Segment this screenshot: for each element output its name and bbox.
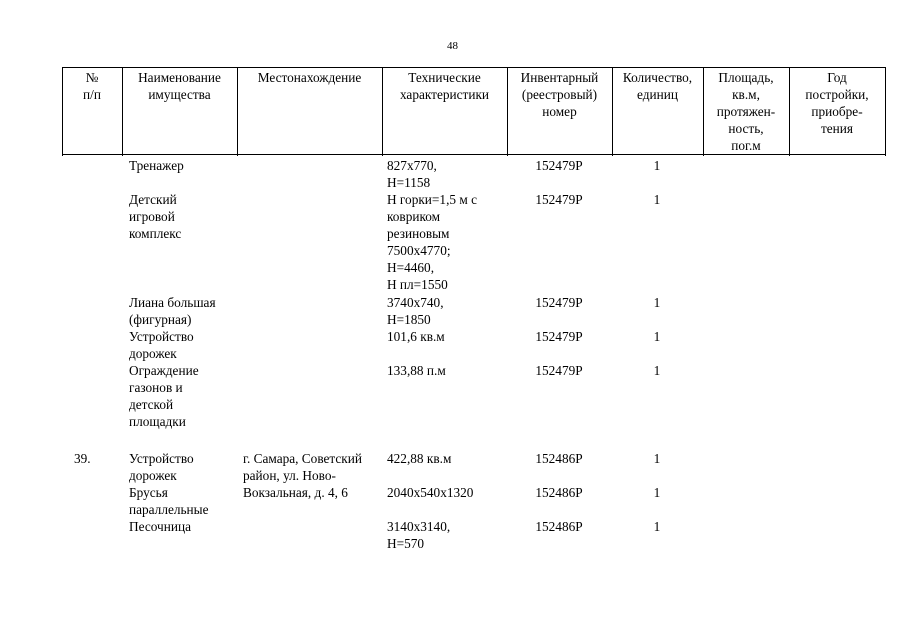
item-name: дорожек bbox=[129, 346, 177, 361]
header-num bbox=[62, 69, 122, 103]
item-tech-spec: Н=1850 bbox=[387, 312, 431, 327]
item-tech-spec: 133,88 п.м bbox=[387, 363, 446, 378]
item-name: Тренажер bbox=[129, 158, 184, 173]
header-line: постройки, bbox=[805, 87, 869, 102]
item-name: игровой bbox=[129, 209, 175, 224]
header-tech bbox=[382, 69, 507, 103]
item-name: дорожек bbox=[129, 468, 177, 483]
item-inventory-number: 152486Р bbox=[535, 485, 583, 500]
header-line: кв.м, bbox=[732, 87, 760, 102]
item-inventory-number: 152479Р bbox=[535, 329, 583, 344]
item-tech-spec: 2040x540x1320 bbox=[387, 485, 474, 500]
item-tech-spec: Н=4460, bbox=[387, 260, 435, 275]
header-name bbox=[122, 69, 237, 103]
item-inventory-number: 152479Р bbox=[535, 363, 583, 378]
item-tech-spec: резиновым bbox=[387, 226, 450, 241]
header-location bbox=[237, 69, 382, 86]
item-name: Песочница bbox=[129, 519, 191, 534]
header-line: характеристики bbox=[399, 87, 490, 102]
item-tech-spec: 422,88 кв.м bbox=[387, 451, 452, 466]
header-line: Наименование bbox=[138, 70, 221, 85]
header-line: единиц bbox=[637, 87, 678, 102]
item-name: Детский bbox=[129, 192, 177, 207]
item-inventory-number: 152479Р bbox=[535, 192, 583, 207]
item-name: Устройство bbox=[129, 451, 194, 466]
header-year bbox=[789, 69, 885, 137]
item-tech-spec: 101,6 кв.м bbox=[387, 329, 445, 344]
item-location: район, ул. Ново- bbox=[243, 468, 336, 483]
header-divider bbox=[885, 67, 886, 156]
item-inventory-number: 152486Р bbox=[535, 519, 583, 534]
header-line: Местонахождение bbox=[257, 70, 362, 85]
item-tech-spec: 7500x4770; bbox=[387, 243, 451, 258]
item-quantity: 1 bbox=[653, 363, 661, 378]
header-line: номер bbox=[542, 104, 577, 119]
header-line: пог.м bbox=[731, 138, 761, 153]
header-line: приобре- bbox=[811, 104, 863, 119]
item-name: Устройство bbox=[129, 329, 194, 344]
item-inventory-number: 152486Р bbox=[535, 451, 583, 466]
item-name: детской bbox=[129, 397, 174, 412]
header-qty bbox=[612, 69, 703, 103]
header-line: ность, bbox=[728, 121, 764, 136]
item-quantity: 1 bbox=[653, 158, 661, 173]
item-location: Вокзальная, д. 4, 6 bbox=[243, 485, 348, 500]
item-quantity: 1 bbox=[653, 329, 661, 344]
item-name: Брусья bbox=[129, 485, 168, 500]
header-inv bbox=[507, 69, 612, 120]
header-line: Количество, bbox=[622, 70, 693, 85]
item-inventory-number: 152479Р bbox=[535, 295, 583, 310]
item-inventory-number: 152479Р bbox=[535, 158, 583, 173]
item-name: (фигурная) bbox=[129, 312, 192, 327]
item-quantity: 1 bbox=[653, 451, 661, 466]
item-tech-spec: 827x770, bbox=[387, 158, 437, 173]
item-tech-spec: 3140x3140, bbox=[387, 519, 451, 534]
item-tech-spec: Н горки=1,5 м с bbox=[387, 192, 478, 207]
header-line: Площадь, bbox=[718, 70, 774, 85]
item-tech-spec: 3740x740, bbox=[387, 295, 444, 310]
row-number: 39. bbox=[74, 451, 91, 466]
header-line: имущества bbox=[148, 87, 211, 102]
header-line: Год bbox=[827, 70, 847, 85]
header-line: п/п bbox=[83, 87, 101, 102]
item-quantity: 1 bbox=[653, 519, 661, 534]
item-name: комплекс bbox=[129, 226, 182, 241]
item-quantity: 1 bbox=[653, 192, 661, 207]
item-location: г. Самара, Советский bbox=[243, 451, 362, 466]
item-tech-spec: Н пл=1550 bbox=[387, 277, 448, 292]
item-name: площадки bbox=[129, 414, 186, 429]
header-line: протяжен- bbox=[716, 104, 776, 119]
item-quantity: 1 bbox=[653, 485, 661, 500]
header-line: тения bbox=[820, 121, 854, 136]
header-line: (реестровый) bbox=[521, 87, 598, 102]
header-line: Технические bbox=[408, 70, 481, 85]
item-name: Ограждение bbox=[129, 363, 199, 378]
item-tech-spec: Н=570 bbox=[387, 536, 425, 551]
item-tech-spec: Н=1158 bbox=[387, 175, 431, 190]
item-tech-spec: ковриком bbox=[387, 209, 441, 224]
header-area bbox=[703, 69, 789, 154]
item-name: Лиана большая bbox=[129, 295, 216, 310]
header-line: Инвентарный bbox=[520, 70, 599, 85]
item-name: газонов и bbox=[129, 380, 183, 395]
item-name: параллельные bbox=[129, 502, 209, 517]
page-number: 48 bbox=[447, 40, 458, 52]
header-line: № bbox=[85, 70, 99, 85]
item-quantity: 1 bbox=[653, 295, 661, 310]
